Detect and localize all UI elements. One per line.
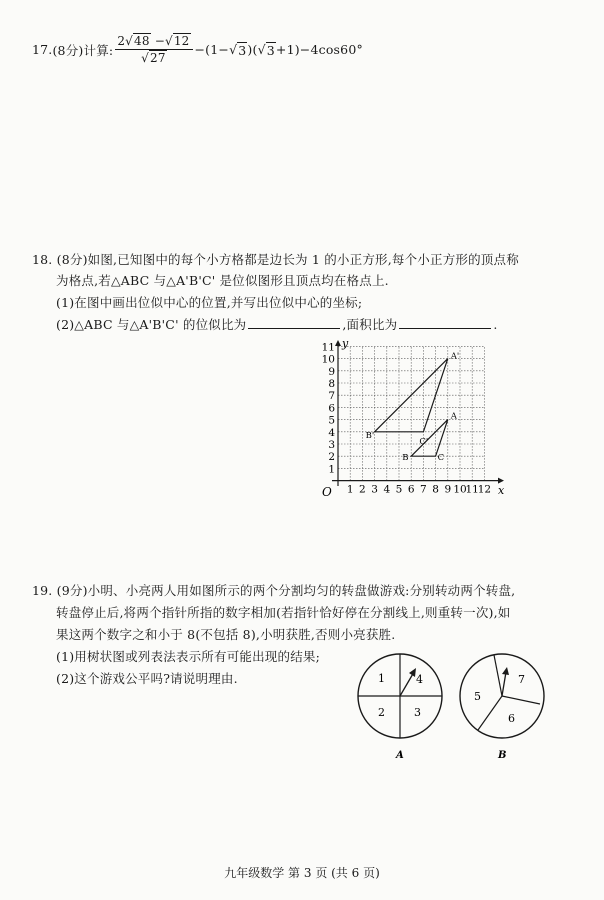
y-tick-labels <box>322 341 336 475</box>
spinner-b-number-7: 7 <box>518 673 525 686</box>
coef: 2 <box>117 34 126 48</box>
y-axis-label: y <box>342 337 349 350</box>
y-tick-label: 10 <box>321 353 335 366</box>
spinner-b-divider-1 <box>494 655 502 696</box>
q18-part2 <box>56 315 498 333</box>
x-axis-label: x <box>498 484 505 497</box>
fraction-denominator: √27 <box>141 51 166 65</box>
point-label-a2: A' <box>450 351 460 362</box>
q18-part2-a: (2)△ABC 与△A'B'C' 的位似比为 <box>56 317 247 332</box>
y-tick-label: 5 <box>328 414 335 427</box>
point-label-b2: B' <box>365 430 375 441</box>
x-tick-label: 3 <box>371 483 378 496</box>
q19-line2: 转盘停止后,将两个指针所指的数字相加(若指针恰好停在分割线上,则重转一次),如 <box>56 605 511 620</box>
x-tick-label: 5 <box>395 483 403 496</box>
x-tick-label: 4 <box>383 483 391 496</box>
x-tick-label: 10 <box>453 483 467 496</box>
point-label-a: A <box>450 411 457 422</box>
point-label-c2: C' <box>419 436 429 447</box>
y-tick-label: 4 <box>328 426 335 439</box>
page-footer: 九年级数学 第 3 页 (共 6 页) <box>224 866 380 880</box>
q18-part1: (1)在图中画出位似中心的位置,并写出位似中心的坐标; <box>56 295 363 310</box>
triangle-abc <box>411 420 448 457</box>
radicand-27: 27 <box>150 51 166 65</box>
spinner-b-number-5: 5 <box>474 690 481 703</box>
axes <box>322 337 505 499</box>
x-tick-label: 8 <box>432 483 439 496</box>
x-tick-label: 11 <box>465 483 479 496</box>
spinner-b-divider-3 <box>478 696 502 730</box>
spinner-a <box>354 650 446 768</box>
q18-line1: 18. (8分)如图,已知图中的每个小方格都是边长为 1 的小正方形,每个小正方形的顶点称 <box>32 252 519 267</box>
origin-label: O <box>322 485 332 499</box>
spinner-b-number-6: 6 <box>508 712 515 725</box>
point-labels <box>366 352 460 464</box>
q19-part2: (2)这个游戏公平吗?请说明理由. <box>56 671 238 686</box>
spinner-a-number-1: 1 <box>378 672 385 685</box>
x-tick-label: 2 <box>359 483 366 496</box>
q19-part1: (1)用树状图或列表法表示所有可能出现的结果; <box>56 649 321 664</box>
q17-rest-r2: 3 <box>266 42 275 58</box>
q17-fraction <box>115 34 192 65</box>
spinner-b-pointer <box>502 672 506 696</box>
grid-lines <box>338 346 484 480</box>
x-axis-arrow <box>498 478 504 484</box>
y-tick-label: 9 <box>328 365 335 378</box>
spinner-b <box>456 650 548 768</box>
x-tick-label: 7 <box>420 483 427 496</box>
x-tick-label: 6 <box>407 483 415 496</box>
minus-sign: − <box>154 34 165 48</box>
y-tick-label: 2 <box>328 451 335 464</box>
x-tick-label: 1 <box>346 483 354 496</box>
spinner-b-label: B <box>498 750 507 761</box>
q17-rest-c: +1)−4cos60° <box>275 42 363 57</box>
fraction-numerator: 2√48 −√12 <box>115 34 192 50</box>
y-tick-label: 1 <box>328 463 335 476</box>
y-tick-label: 8 <box>328 378 335 390</box>
q18-part2-c: . <box>493 317 498 332</box>
y-tick-label: 7 <box>328 390 335 403</box>
y-axis-arrow <box>335 340 341 346</box>
point-label-c: C <box>437 453 445 464</box>
area-ratio-answer-blank[interactable] <box>399 318 491 329</box>
radicand-48: 48 <box>134 34 150 48</box>
q17-rest-a: −(1− <box>194 42 230 57</box>
coordinate-grid-figure <box>300 336 510 516</box>
q19-line1: 19. (9分)小明、小亮两人用如图所示的两个分割均匀的转盘做游戏:分别转动两个转盘, <box>32 583 516 598</box>
question-17: 17. (8分) 计算: $\frac{2√48 -√12}{√27}$ −(1− √ 3 )( √ 3 +1)−4cos60° <box>32 34 363 65</box>
spinner-a-number-4: 4 <box>416 673 423 686</box>
x-tick-label: 9 <box>444 483 452 496</box>
spinner-a-pointer <box>400 672 414 696</box>
y-tick-label: 6 <box>328 402 335 415</box>
q17-number: 17. <box>32 42 53 57</box>
q18-part2-b: ,面积比为 <box>342 317 398 332</box>
q17-points: (8分) <box>52 42 84 58</box>
spinner-a-number-2: 2 <box>378 706 385 719</box>
spinner-b-pointer-arrow-icon <box>502 667 509 675</box>
q17-rest-r1: 3 <box>238 42 247 58</box>
q18-line2: 为格点,若△ABC 与△A'B'C' 是位似图形且顶点均在格点上. <box>56 273 389 288</box>
spinner-a-number-3: 3 <box>414 706 421 719</box>
spinner-a-label: A <box>396 750 404 761</box>
x-tick-label: 12 <box>477 483 492 496</box>
q19-line3: 果这两个数字之和小于 8(不包括 8),小明获胜,否则小亮获胜. <box>56 627 396 642</box>
spinner-b-divider-2 <box>502 696 540 704</box>
ratio-answer-blank[interactable] <box>248 318 340 329</box>
point-label-b: B <box>402 453 409 464</box>
y-tick-label: 11 <box>321 341 335 354</box>
radicand-12: 12 <box>173 34 190 48</box>
q17-rest-b: )( <box>247 42 258 57</box>
x-tick-labels <box>347 484 491 496</box>
q17-instruction: 计算: <box>83 42 114 58</box>
y-tick-label: 3 <box>328 439 335 451</box>
